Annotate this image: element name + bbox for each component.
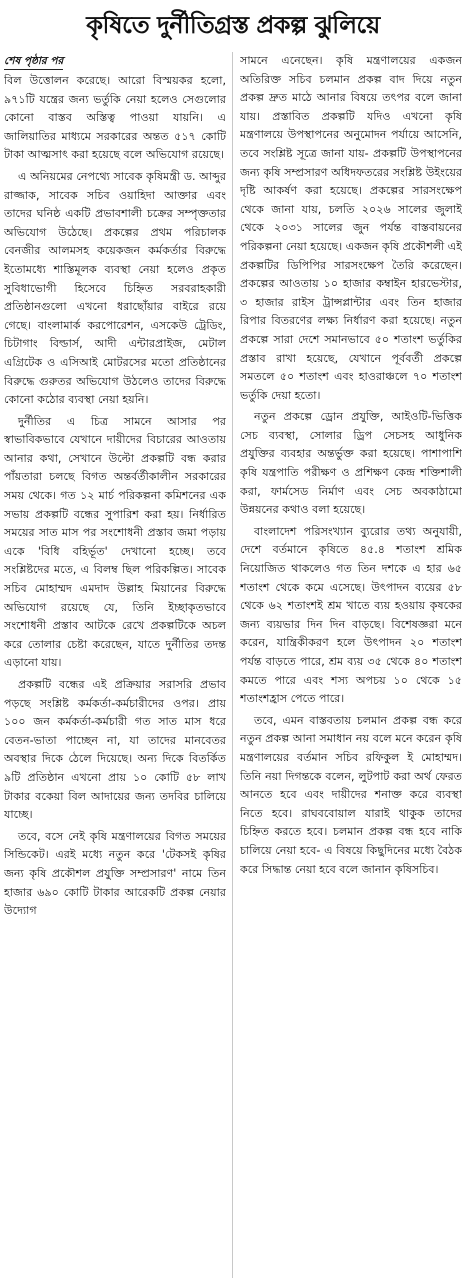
article-paragraph: দুর্নীতির এ চিত্র সামনে আসার পর স্বাভাবিকভাবে যেখানে দায়ীদের বিচারের আওতায় আনার কথা, সেখানে উল্টো প্রকল্পটি বন্ধ করার পাঁয়তারা চলছে বিগত অন্তর্বর্তীকালীন সরকারের সময় থেকে। গত ১২ মার্চ পরিকল্পনা কমিশনের এক সভায় প্রকল্পটি বন্ধের সুপারিশ করা হয়। নির্ধারিত সময়ের সাত মাস পর সংশোধনী প্রস্তাব জমা পড়ায় একে 'বিধি বহির্ভূত' দেখানো হচ্ছে। তবে সংশ্লিষ্টদের মতে, এ বিলম্ব ছিল পরিকল্পিত। সাবেক সচিব মোহাম্মদ এমদাদ উল্লাহ মিয়ানের বিরুদ্ধে অভিযোগ রয়েছে যে, তিনি ইচ্ছাকৃতভাবে সংশোধনী প্রস্তাব আটকে রেখে প্রকল্পটিকে অচল করে তোলার চেষ্টা করেছেন, যাতে দুর্নীতির তদন্ত এড়ানো যায়। [4, 414, 226, 670]
article-paragraph: তবে, বসে নেই কৃষি মন্ত্রণালয়ের বিগত সময়ের সিন্ডিকেট। এরই মধ্যে নতুন করে 'টেকসই কৃষির জন্য কৃষি প্রকৌশল প্রযুক্তি সম্প্রসারণ' নামে তিন হাজার ৬৯০ কোটি টাকার আরেকটি প্রকল্প নেয়ার উদ্যোগ [4, 829, 226, 918]
article-paragraph: এ অনিয়মের নেপথ্যে সাবেক কৃষিমন্ত্রী ড. আব্দুর রাজ্জাক, সাবেক সচিব ওয়াহিদা আক্তার এবং তাদের ঘনিষ্ঠ একটি প্রভাবশালী চক্রের সম্পৃক্ততার অভিযোগ উঠেছে। প্রকল্পের প্রথম পরিচালক বেনজীর আলমসহ কয়েকজন কর্মকর্তার বিরুদ্ধে ইতোমধ্যে শাস্তিমূলক ব্যবস্থা নেয়া হলেও প্রকৃত সুবিধাভোগী হিসেবে চিহ্নিত সরবরাহকারী প্রতিষ্ঠানগুলো এখনো ধরাছোঁয়ার বাইরে রয়ে গেছে। বাংলামার্ক করপোরেশন, এসকেউ ট্রেডিং, চিটাগাং বিল্ডার্স, আদী এন্টারপ্রাইজ, মেটাল এগ্রিটেক ও এসিআই মোটরসের মতো প্রতিষ্ঠানের বিরুদ্ধে গুরুতর অভিযোগ উঠলেও তাদের বিরুদ্ধে কোনো কঠোর ব্যবস্থা নেয়া হয়নি। [4, 169, 226, 407]
article-column-left [4, 52, 226, 1278]
article-paragraph: বাংলাদেশ পরিসংখ্যান ব্যুরোর তথ্য অনুযায়ী, দেশে বর্তমানে কৃষিতে ৪৫.৪ শতাংশ শ্রমিক নিয়োজিত থাকলেও গত তিন দশকে এ হার ৬৫ শতাংশ থেকে কমে এসেছে। উৎপাদন ব্যয়ের ৫৮ থেকে ৬২ শতাংশই শ্রম খাতে ব্যয় হওয়ায় কৃষকের জন্য ব্যয়ভার দিন দিন বাড়ছে। বিশেষজ্ঞরা মনে করেন, যান্ত্রিকীকরণ হলে উৎপাদন ২০ শতাংশ পর্যন্ত বাড়তে পারে, শ্রম ব্যয় ৩৫ থেকে ৪০ শতাংশ কমতে পারে এবং শস্য অপচয় ১০ থেকে ১৫ শতাংশহ্রাস পেতে পারে। [240, 524, 462, 706]
article-paragraph: বিল উত্তোলন করেছে। আরো বিস্ময়কর হলো, ৯৭১টি যন্ত্রের জন্য ভর্তুকি নেয়া হলেও সেগুলোর কোনো বাস্তব অস্তিত্ব পাওয়া যায়নি। এ জালিয়াতির মাধ্যমে সরকারের অন্তত ৫১৭ কোটি টাকা আত্মসাৎ করা হয়েছে বলে অভিযোগ রয়েছে। [4, 74, 226, 162]
article-paragraph: সামনে এনেছেন। কৃষি মন্ত্রণালয়ের একজন অতিরিক্ত সচিব চলমান প্রকল্প বাদ দিয়ে নতুন প্রকল্প দ্রুত মাঠে আনার বিষয়ে তৎপর বলে জানা যায়। প্রস্তাবিত প্রকল্পটি যদিও এখনো কৃষি মন্ত্রণালয়ে উপস্থাপনের অনুমোদন পর্যায়ে আসেনি, তবে সংশ্লিষ্ট সূত্রে জানা যায়- প্রকল্পটি উপস্থাপনের জন্য কৃষি সম্প্রসারণ অধিদফতরের সংশ্লিষ্ট উইংয়ের দৃষ্টি আকর্ষণ করা হয়েছে। প্রকল্পের সারসংক্ষেপ থেকে জানা যায়, চলতি ২০২৬ সালের জুলাই থেকে ২০৩১ সালের জুন পর্যন্ত বাস্তবায়নের পরিকল্পনা নেয়া হয়েছে। একজন কৃষি প্রকৌশলী এই প্রকল্পটির ডিপিপির সারসংক্ষেপ তৈরি করেছেন। প্রকল্পের আওতায় ১০ হাজার কম্বাইন হারভেস্টার, ৩ হাজার রাইস ট্রান্সপ্লান্টার এবং তিন হাজার রিপার বিতরণের লক্ষ্য নির্ধারণ করা হয়েছে। নতুন প্রকল্পে সারা দেশে সমানভাবে ৫০ শতাংশ ভর্তুকির প্রস্তাব রাখা হয়েছে, যেখানে পূর্ববর্তী প্রকল্পে সমতলে ৫০ শতাংশ এবং হাওরাঞ্চলে ৭০ শতাংশ ভর্তুকি দেয়া হতো। [240, 54, 462, 402]
column-divider [232, 52, 233, 1278]
article-headline: কৃষিতে দুর্নীতিগ্রস্ত প্রকল্প ঝুলিয়ে [86, 11, 380, 39]
continued-label: শেষ পৃষ্ঠার পর [4, 53, 63, 70]
article-column-right [240, 52, 462, 1278]
article-paragraph: তবে, এমন বাস্তবতায় চলমান প্রকল্প বন্ধ করে নতুন প্রকল্প আনা সমাধান নয় বলে মনে করেন কৃষি মন্ত্রণালয়ের বর্তমান সচিব রফিকুল ই মোহাম্মদ। তিনি নয়া দিগন্তকে বলেন, লুটপাট করা অর্থ ফেরত আনতে হবে এবং দায়ীদের শনাক্ত করে ব্যবস্থা নিতে হবে। রাঘববোয়াল যারাই থাকুক তাদের চিহ্নিত করতে হবে। চলমান প্রকল্প বন্ধ হবে নাকি চালিয়ে নেয়া হবে- এ বিষয়ে কিছুদিনের মধ্যে বৈঠক করে সিদ্ধান্ত নেয়া হবে বলে জানান কৃষিসচিব। [240, 713, 462, 876]
article-paragraph: নতুন প্রকল্পে ড্রোন প্রযুক্তি, আইওটি-ভিত্তিক সেচ ব্যবস্থা, সোলার ড্রিপ সেচসহ আধুনিক প্রযুক্তির ব্যবহার অন্তর্ভুক্ত করা হয়েছে। পাশাপাশি কৃষি যন্ত্রপাতি পরীক্ষণ ও প্রশিক্ষণ কেন্দ্র শক্তিশালী করা, ফার্মসেড নির্মাণ এবং সেচ অবকাঠামো উন্নয়নের কথাও বলা হয়েছে। [240, 410, 462, 517]
article-paragraph: প্রকল্পটি বন্ধের এই প্রক্রিয়ার সরাসরি প্রভাব পড়ছে সংশ্লিষ্ট কর্মকর্তা-কর্মচারীদের ওপর। প্রায় ১০০ জন কর্মকর্তা-কর্মচারী গত সাত মাস ধরে বেতন-ভাতা পাচ্ছেন না, যা তাদের মানবেতর অবস্থার দিকে ঠেলে দিয়েছে। অন্য দিকে বিতর্কিত ৯টি প্রতিষ্ঠান এখনো প্রায় ১০ কোটি ৫৮ লাখ টাকার বকেয়া বিল আদায়ের জন্য তদবির চালিয়ে যাচ্ছে। [4, 678, 226, 822]
